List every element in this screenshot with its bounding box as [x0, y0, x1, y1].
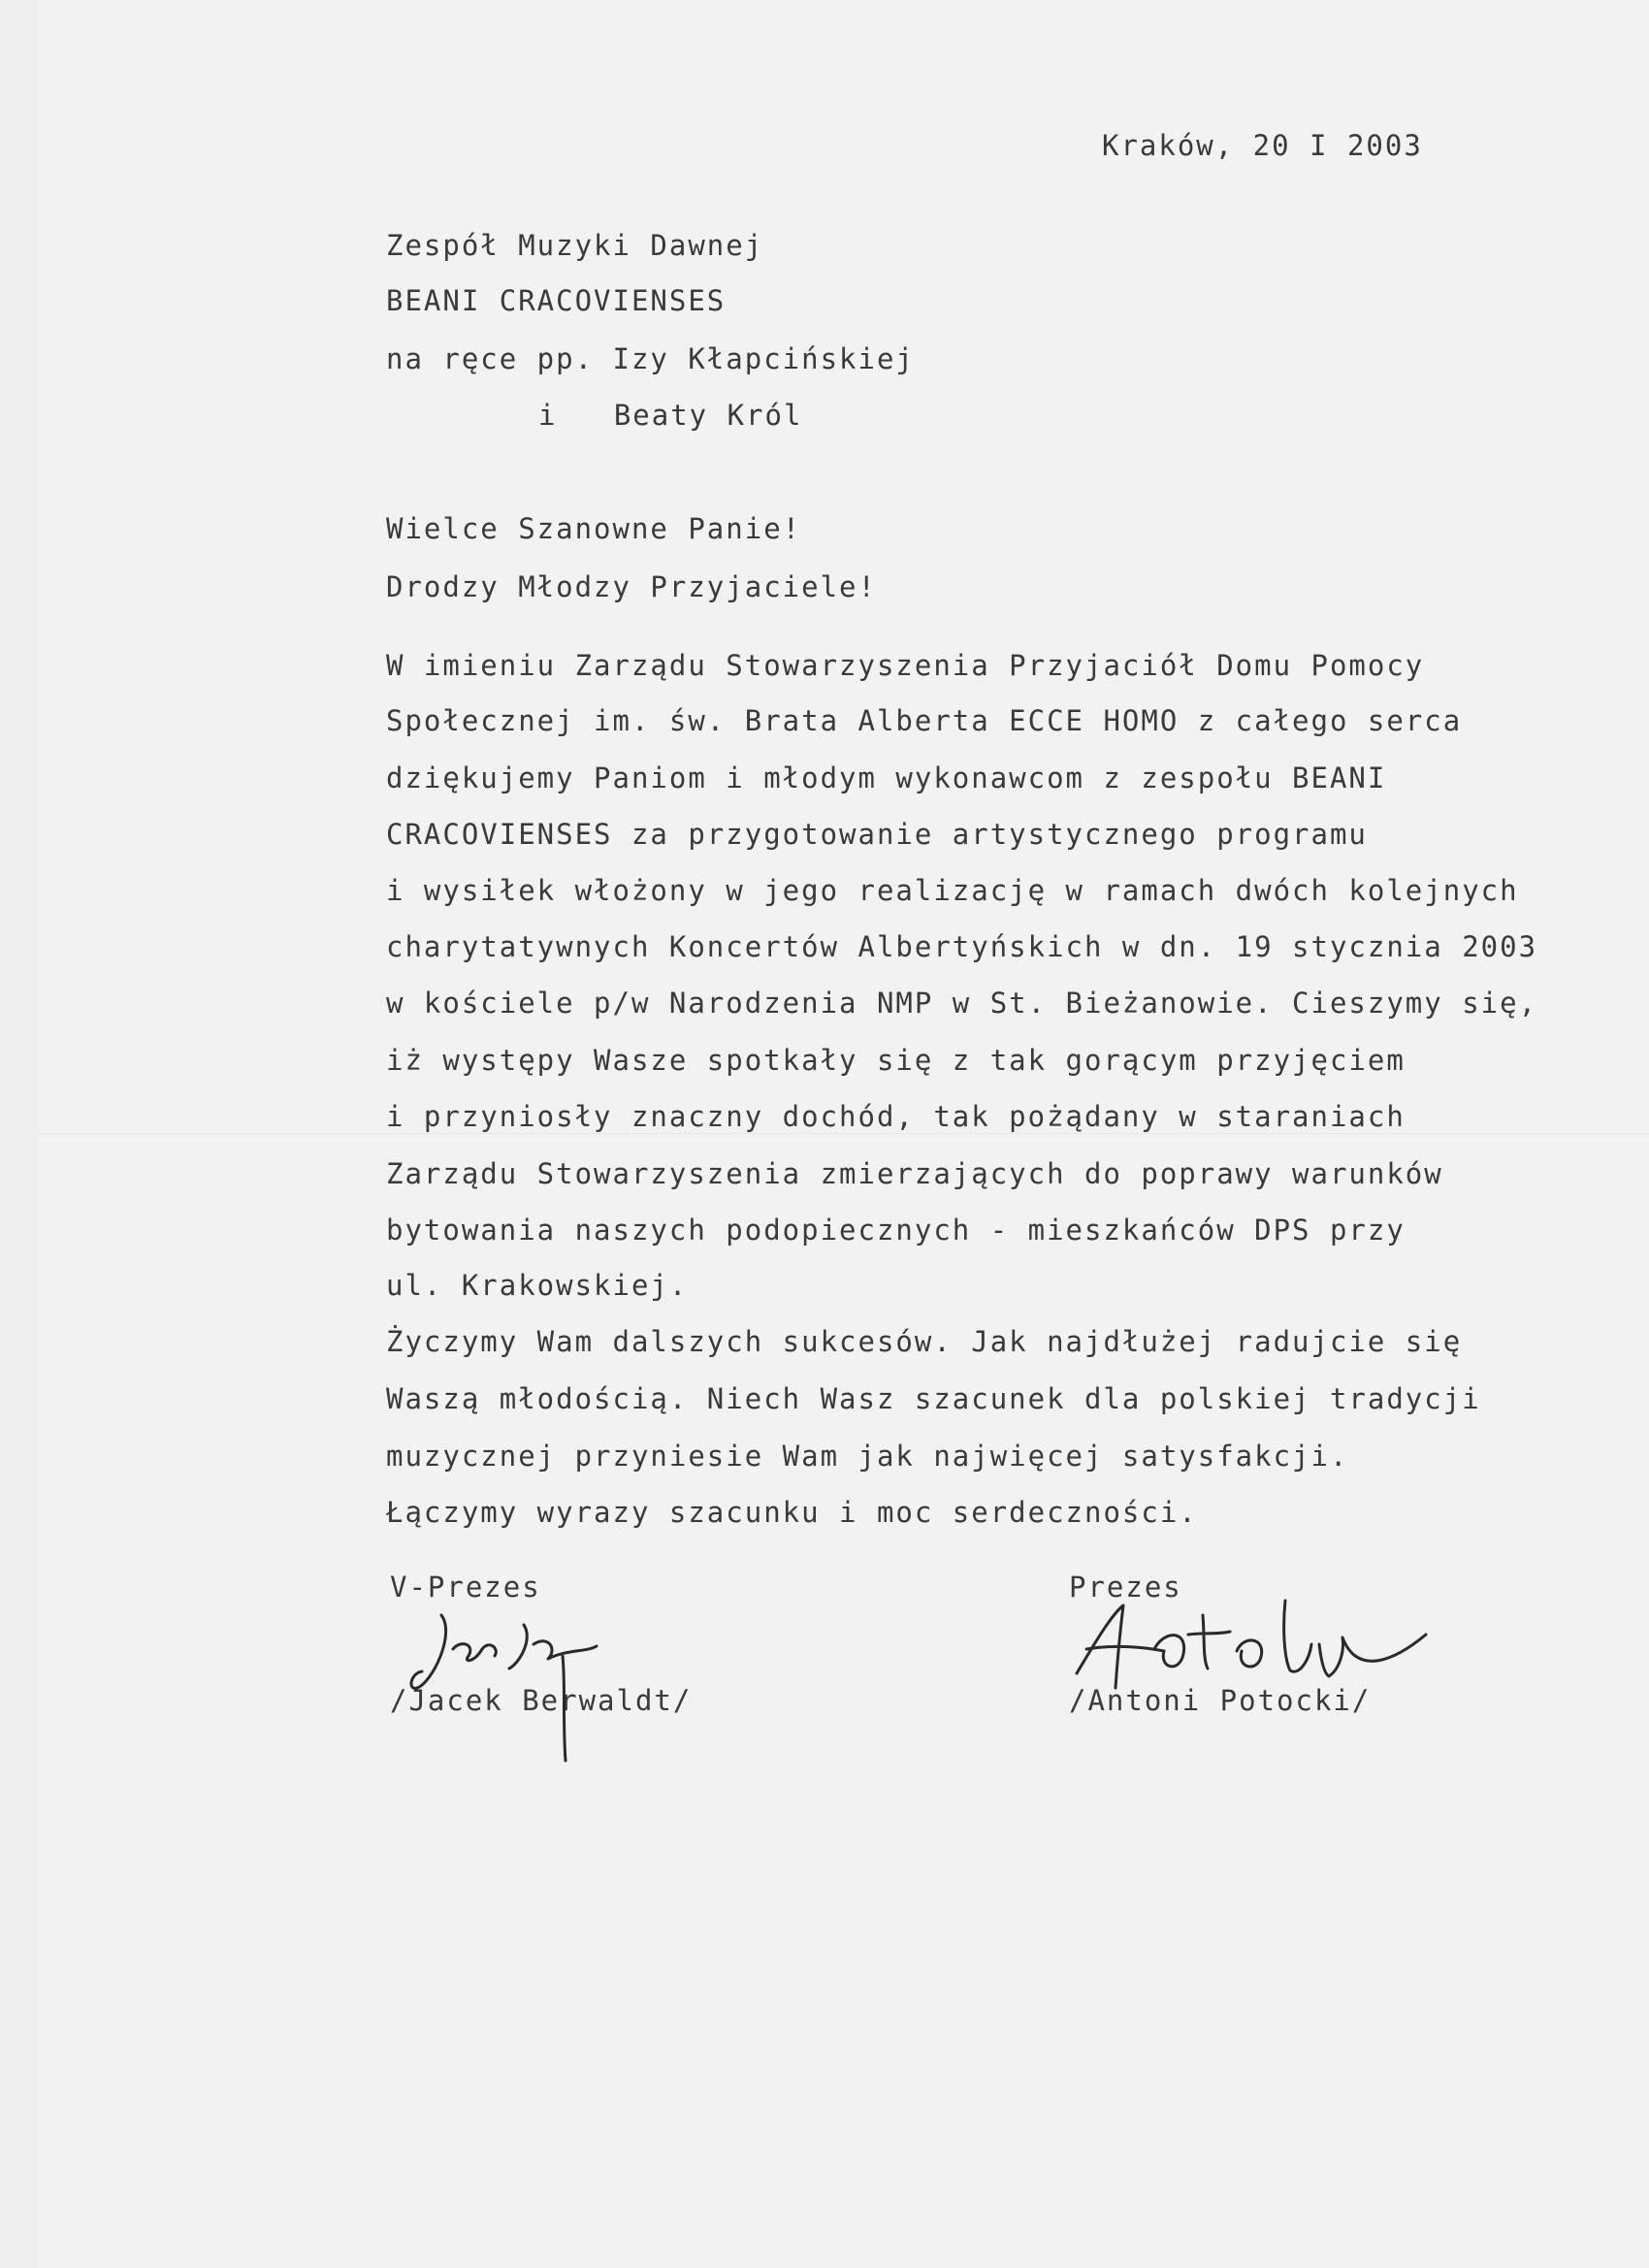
- body-line: i wysiłek włożony w jego realizację w ramach dwóch kolejnych: [386, 874, 1519, 907]
- body-line: i przyniosły znaczny dochód, tak pożądany w staraniach: [386, 1100, 1406, 1133]
- recipient-line-2: BEANI CRACOVIENSES: [386, 284, 727, 317]
- left-signatory-name: /Jacek Berwaldt/: [390, 1684, 693, 1717]
- body-line: Waszą młodością. Niech Wasz szacunek dla polskiej tradycji: [386, 1382, 1481, 1415]
- body-line: W imieniu Zarządu Stowarzyszenia Przyjaciół Domu Pomocy: [386, 649, 1425, 682]
- body-line: ul. Krakowskiej.: [386, 1269, 689, 1302]
- body-line: w kościele p/w Narodzenia NMP w St. Bieżanowie. Cieszymy się,: [386, 987, 1538, 1020]
- right-signatory-title: Prezes: [1069, 1571, 1182, 1604]
- greeting-line-2: Drodzy Młodzy Przyjaciele!: [386, 570, 877, 603]
- body-line: charytatywnych Koncertów Albertyńskich w dn. 19 stycznia 2003: [386, 930, 1538, 963]
- handwritten-signature-right: [1067, 1591, 1436, 1707]
- paper-fold-line: [39, 1133, 1649, 1135]
- body-line: Społecznej im. św. Brata Alberta ECCE HOMO z całego serca: [386, 704, 1463, 737]
- right-signatory-name: /Antoni Potocki/: [1069, 1684, 1372, 1717]
- recipient-line-1: Zespół Muzyki Dawnej: [386, 229, 764, 262]
- body-line: CRACOVIENSES za przygotowanie artystycznego programu: [386, 818, 1368, 851]
- body-line: Życzymy Wam dalszych sukcesów. Jak najdłużej radujcie się: [386, 1325, 1463, 1358]
- handwritten-signature-left: [403, 1596, 635, 1766]
- letter-date: Kraków, 20 I 2003: [1102, 129, 1423, 162]
- body-line: iż występy Wasze spotkały się z tak gorącym przyjęciem: [386, 1044, 1406, 1077]
- body-line: bytowania naszych podopiecznych - mieszkańców DPS przy: [386, 1214, 1406, 1247]
- body-line: dziękujemy Paniom i młodym wykonawcom z zespołu BEANI: [386, 761, 1387, 794]
- left-signatory-title: V-Prezes: [390, 1571, 541, 1604]
- body-line: muzycznej przyniesie Wam jak najwięcej satysfakcji.: [386, 1440, 1349, 1473]
- recipient-line-3: na ręce pp. Izy Kłapcińskiej: [386, 342, 915, 375]
- body-line: Łączymy wyrazy szacunku i moc serdeczności.: [386, 1496, 1198, 1529]
- recipient-line-4: i Beaty Król: [538, 399, 803, 432]
- greeting-line-1: Wielce Szanowne Panie!: [386, 512, 802, 545]
- body-line: Zarządu Stowarzyszenia zmierzających do poprawy warunków: [386, 1157, 1443, 1190]
